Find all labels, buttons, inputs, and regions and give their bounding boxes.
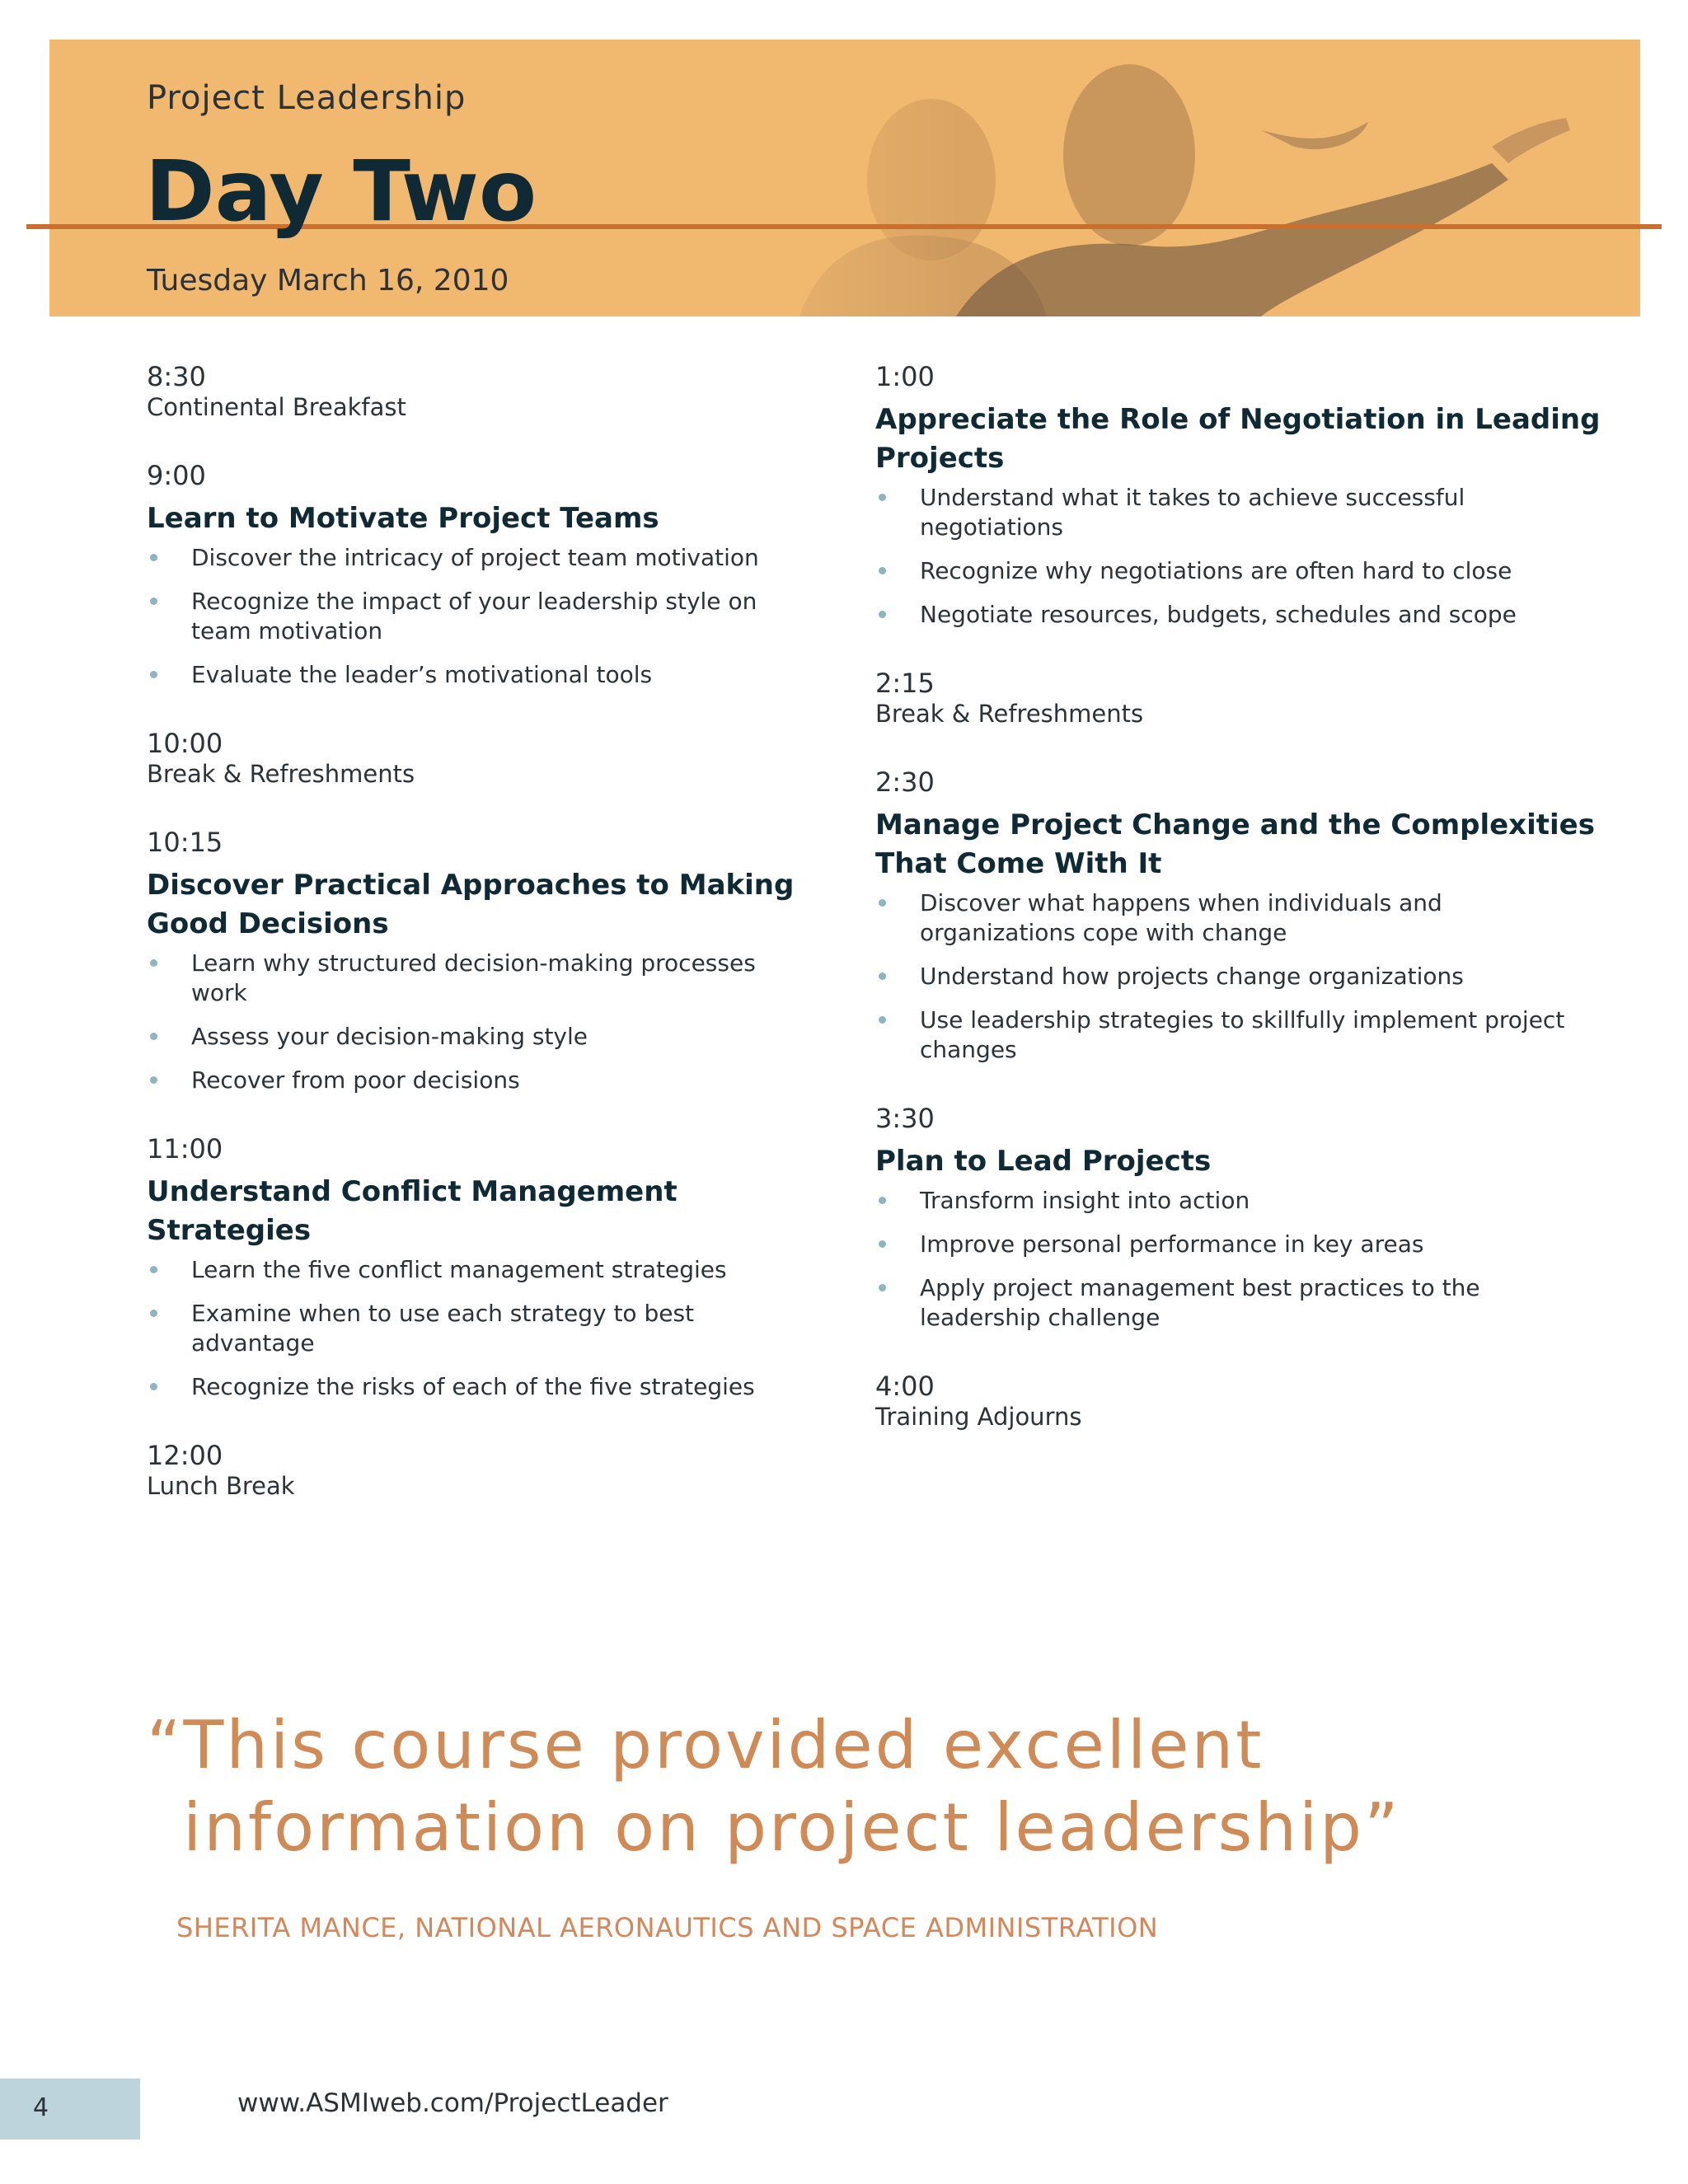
bullet-icon	[879, 899, 886, 907]
quote-line: “This course provided excellent	[147, 1707, 1264, 1783]
testimonial-quote	[147, 1704, 1614, 1869]
list-item: Understand what it takes to achieve successful negotiations	[875, 483, 1601, 542]
time-label: 2:30	[875, 766, 935, 798]
list-item: Examine when to use each strategy to best advantage	[147, 1299, 806, 1358]
list-item: Understand how projects change organizations	[875, 962, 1601, 991]
bullet-list	[875, 483, 1601, 630]
time-label: 3:30	[875, 1103, 935, 1134]
bullet-icon	[879, 972, 886, 980]
quote-attribution: SHERITA MANCE, NATIONAL AERONAUTICS AND SPACE ADMINISTRATION	[176, 1912, 1159, 1943]
time-label: 8:30	[147, 361, 206, 392]
time-label: 12:00	[147, 1440, 223, 1471]
bullet-list	[147, 949, 806, 1095]
list-item: Assess your decision-making style	[147, 1022, 806, 1052]
schedule-item	[875, 361, 1601, 630]
time-label: 9:00	[147, 460, 206, 491]
list-item: Evaluate the leader’s motivational tools	[147, 660, 806, 690]
time-label: 10:00	[147, 728, 223, 759]
list-item: Improve personal performance in key areas	[875, 1230, 1601, 1259]
event-label: Break & Refreshments	[875, 700, 1144, 728]
session-title: Appreciate the Role of Negotiation in Leading Projects	[875, 403, 1601, 475]
list-item: Transform insight into action	[875, 1186, 1601, 1216]
session-title: Learn to Motivate Project Teams	[147, 502, 659, 535]
time-label: 4:00	[875, 1371, 935, 1402]
schedule-item	[147, 728, 806, 789]
bullet-icon	[150, 959, 157, 967]
bullet-icon	[150, 1266, 157, 1273]
bullet-list	[147, 1255, 806, 1402]
schedule-item	[147, 1440, 806, 1501]
session-title: Discover Practical Approaches to Making Good Decisions	[147, 869, 795, 940]
bullet-icon	[879, 1016, 886, 1024]
list-item: Discover the intricacy of project team motivation	[147, 543, 806, 573]
list-item: Learn why structured decision-making processes work	[147, 949, 806, 1008]
list-item: Apply project management best practices to the leadership challenge	[875, 1273, 1601, 1333]
bullet-icon	[150, 1076, 157, 1084]
list-item: Discover what happens when individuals and organizations cope with change	[875, 888, 1601, 948]
list-item: Learn the five conflict management strategies	[147, 1255, 806, 1285]
time-label: 1:00	[875, 361, 935, 392]
schedule-item	[147, 361, 806, 422]
list-item: Negotiate resources, budgets, schedules and scope	[875, 600, 1601, 630]
quote-line: information on project leadership”	[183, 1789, 1401, 1866]
session-date: Tuesday March 16, 2010	[147, 264, 509, 298]
list-item: Recover from poor decisions	[147, 1066, 806, 1095]
event-label: Training Adjourns	[875, 1403, 1082, 1431]
time-label: 10:15	[147, 827, 223, 858]
bullet-icon	[879, 1284, 886, 1291]
list-item: Use leadership strategies to skillfully implement project changes	[875, 1005, 1601, 1065]
schedule-item	[875, 766, 1601, 1065]
business-people-photo	[684, 40, 1607, 316]
bullet-icon	[879, 1240, 886, 1248]
bullet-icon	[150, 671, 157, 678]
schedule-item	[147, 1133, 806, 1402]
bullet-icon	[879, 567, 886, 574]
program-subtitle: Project Leadership	[147, 79, 467, 117]
list-item: Recognize the impact of your leadership style on team motivation	[147, 587, 806, 646]
bullet-icon	[879, 1197, 886, 1204]
list-item: Recognize why negotiations are often hard to close	[875, 556, 1601, 586]
schedule-item	[875, 1103, 1601, 1333]
page-title: Day Two	[145, 143, 537, 241]
schedule-item	[875, 668, 1601, 729]
bullet-icon	[150, 1033, 157, 1040]
session-title: Manage Project Change and the Complexities That Come With It	[875, 808, 1595, 880]
footer-url: www.ASMIweb.com/ProjectLeader	[237, 2088, 668, 2118]
time-label: 2:15	[875, 668, 935, 699]
bullet-list	[875, 888, 1601, 1065]
schedule-item	[147, 460, 806, 690]
page-number-box	[0, 2079, 140, 2139]
schedule-right-column	[875, 361, 1601, 1469]
bullet-icon	[879, 611, 886, 618]
bullet-icon	[150, 1310, 157, 1317]
bullet-list	[147, 543, 806, 690]
schedule-item	[147, 827, 806, 1095]
schedule-left-column	[147, 361, 806, 1539]
page-number: 4	[33, 2093, 49, 2122]
bullet-icon	[150, 1383, 157, 1390]
session-title: Understand Conflict Management Strategies	[147, 1175, 678, 1247]
event-label: Lunch Break	[147, 1472, 295, 1500]
schedule-item	[875, 1371, 1601, 1432]
event-label: Continental Breakfast	[147, 393, 406, 421]
session-title: Plan to Lead Projects	[875, 1145, 1212, 1178]
event-label: Break & Refreshments	[147, 760, 415, 788]
list-item: Recognize the risks of each of the five strategies	[147, 1372, 806, 1402]
bullet-list	[875, 1186, 1601, 1333]
time-label: 11:00	[147, 1133, 223, 1165]
bullet-icon	[879, 494, 886, 501]
bullet-icon	[150, 554, 157, 561]
bullet-icon	[150, 598, 157, 605]
